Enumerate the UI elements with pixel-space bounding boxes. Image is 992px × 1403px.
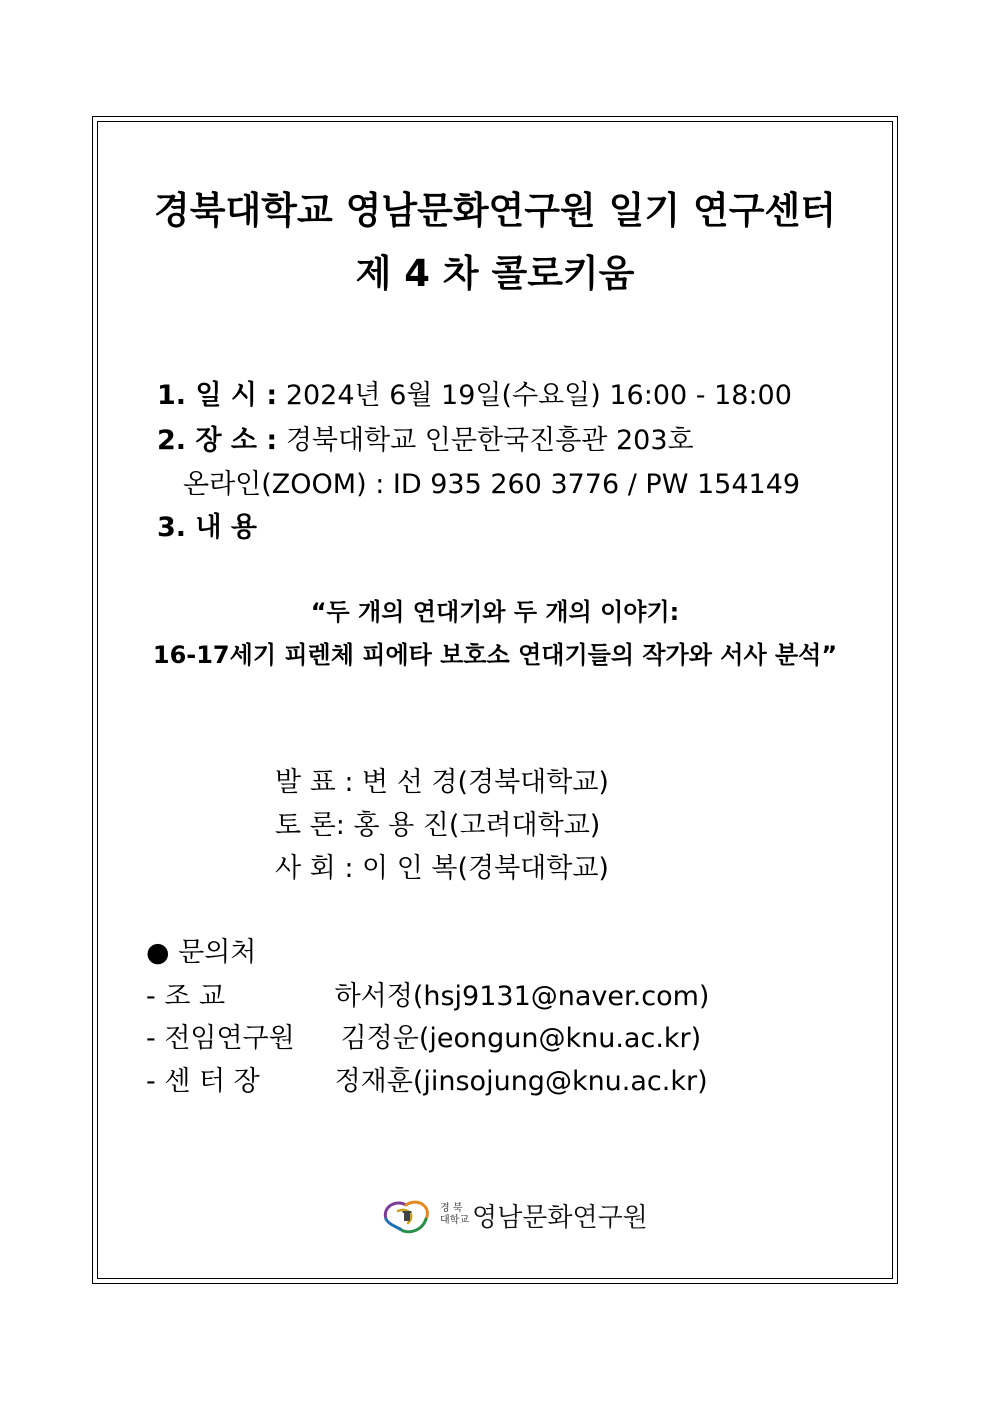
logo-institute-name: 영남문화연구원 (471, 1202, 648, 1233)
contact-value: 김정운(jeongun@knu.ac.kr) (340, 1023, 702, 1054)
moderator-row (275, 846, 609, 885)
contact-role: - 조 교 (146, 981, 226, 1012)
place-row (157, 418, 694, 457)
online-row: 온라인(ZOOM) : ID 935 260 3776 / PW 154149 (183, 469, 801, 500)
contact-item-director (146, 1059, 708, 1098)
discussant-value: 홍 용 진(고려대학교) (353, 810, 601, 841)
date-row (157, 373, 792, 412)
discussant-row (275, 803, 600, 842)
presenter-row (275, 760, 609, 799)
place-label: 2. 장 소 : (157, 425, 278, 456)
contact-item-assistant (146, 974, 709, 1013)
presenter-value: 변 선 경(경북대학교) (362, 767, 609, 798)
date-label: 1. 일 시 : (157, 380, 278, 411)
logo-small-top: 경 북 (440, 1203, 463, 1214)
document-subtitle: 제 4 차 콜로키움 (355, 252, 635, 295)
content-label: 3. 내 용 (157, 512, 258, 543)
moderator-label: 사 회 (275, 853, 336, 884)
contact-value: 정재훈(jinsojung@knu.ac.kr) (334, 1066, 708, 1097)
moderator-value: 이 인 복(경북대학교) (362, 853, 609, 884)
discussant-label: 토 론: (275, 810, 345, 841)
contact-role: - 전임연구원 (146, 1023, 295, 1054)
place-value: 경북대학교 인문한국진흥관 203호 (285, 425, 694, 456)
talk-title-line1: “두 개의 연대기와 두 개의 이야기: (310, 598, 680, 626)
talk-title-line2: 16-17세기 피렌체 피에타 보호소 연대기들의 작가와 서사 분석” (152, 641, 838, 669)
contact-heading: ● 문의처 (146, 937, 257, 968)
contact-role: - 센 터 장 (146, 1066, 260, 1097)
logo-university-text (440, 1203, 469, 1227)
contact-value: 하서정(hsj9131@naver.com) (334, 981, 710, 1012)
contact-item-researcher (146, 1016, 701, 1055)
institute-logo (378, 1192, 648, 1238)
presenter-label: 발 표 (275, 767, 336, 798)
document-title: 경북대학교 영남문화연구원 일기 연구센터 (154, 189, 836, 232)
logo-small-bottom: 대학교 (440, 1215, 469, 1226)
moderator-sep: : (344, 853, 354, 884)
presenter-sep: : (344, 767, 354, 798)
date-value: 2024년 6월 19일(수요일) 16:00 - 18:00 (285, 380, 792, 411)
institute-emblem-icon (378, 1193, 436, 1237)
